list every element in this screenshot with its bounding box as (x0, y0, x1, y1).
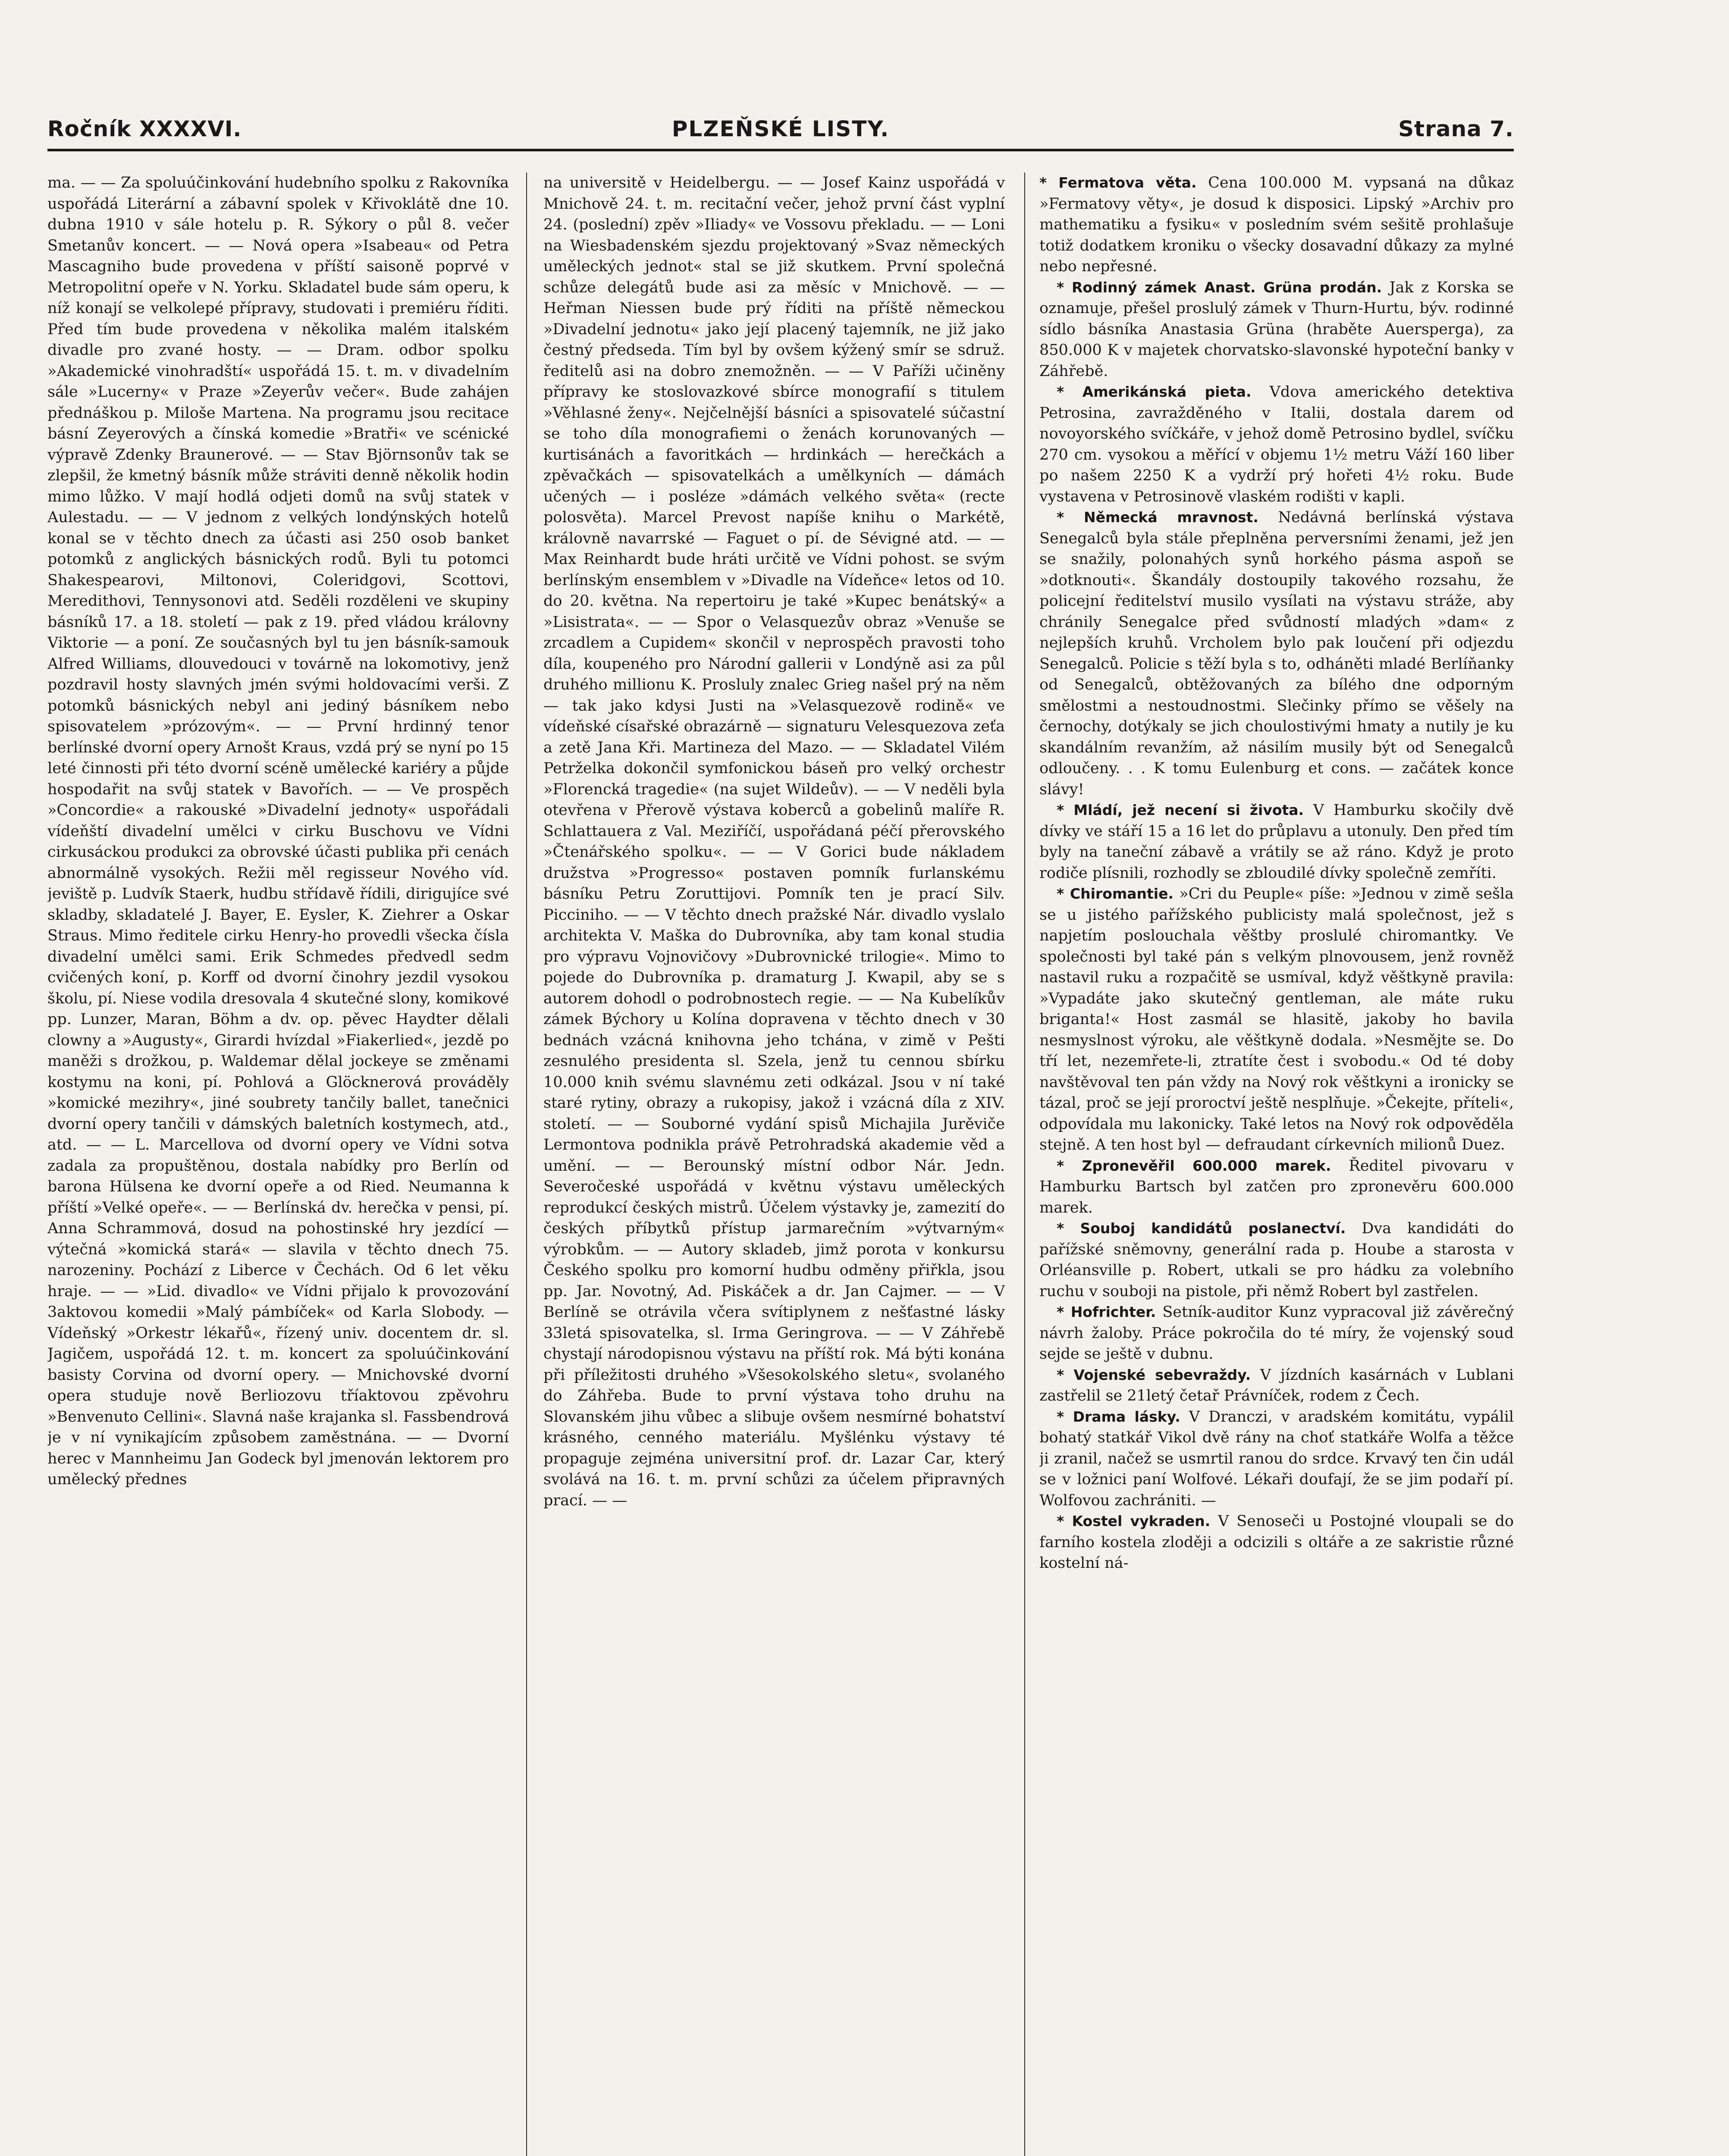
article-paragraph (1039, 172, 1514, 277)
newspaper-page (47, 116, 1514, 2156)
article-paragraph (1039, 1156, 1514, 1219)
article-body: Dva kandidáti do pařížské sněmovny, generální rada p. Hoube a starosta v Orléansville p. Robert, utkali se pro hádku za volebního ruchu v souboji na pistole, při němž Robert byl zastřelen. (1039, 1220, 1514, 1300)
article-paragraph (47, 172, 509, 1490)
page-number: Strana 7. (1398, 116, 1514, 141)
article-body: V Dranczi, v aradském komitátu, vypálil bohatý statkář Vikol dvě rány na choť statkáře Wolfa a těžce ji zranil, načež se usmrtil ranou do srdce. Krvavý ten čin udál se v ložnici paní Wolfové. Lékaři doufají, že se jim podaří pí. Wolfovou zachrániti. — (1039, 1408, 1514, 1509)
article-paragraph (1039, 1365, 1514, 1407)
article-paragraph (1039, 884, 1514, 1156)
article-body: Jak z Korska se oznamuje, přešel proslulý zámek v Thurn-Hurtu, býv. rodinné sídlo básníka Anastasia Grüna (hraběte Auersperga), za 850.000 K v majetek chorvatsko-slavonské hypoteční banky v Záhřebě. (1039, 279, 1514, 380)
article-body: Nedávná berlínská výstava Senegalců byla stále přeplněna perversními ženami, jež jen se snažily, polonahých synů horkého pásma aspoň se »dotknouti«. Škandály dostoupily takového rozsahu, že policejní ředitelství musilo vysílati na výstavu stráže, aby chránily Senegalce před svůdností mladých »dam« z nejlepších kruhů. Vrcholem bylo pak loučení při odjezdu Senegalců. Policie s těží byla s to, odháněti mladé Berlíňanky od Senegalců, obtěžovaných za bílého dne odporným smělostmi a nestoudnostmi. Slečinky přímo se věšely na černochy, dotýkaly se jich choulostivými hmaty a nutily je ku skandálním revanžím, až násilím musily být od Senegalců odloučeny. . . K tomu Eulenburg et cons. — začátek konce slávy! (1039, 509, 1514, 798)
article-title: * Mládí, jež necení si života. (1057, 802, 1304, 818)
article-body: ma. — — Za spoluúčinkování hudebního spolku z Rakovníka uspořádá Literární a zábavní spolek v Křivoklátě dne 10. dubna 1910 v sále hotelu p. R. Sýkory o půl 8. večer Smetanův koncert. — — Nová opera »Isabeau« od Petra Mascagniho bude provedena v příští saisoně poprvé v Metropolitní opeře v N. Yorku. Skladatel bude sám operu, k níž konají se velkolepé přípravy, studovati i premiéru říditi. Před tím bude provedena v několika malém italském divadle pro zvané hosty. — — Dram. odbor spolku »Akademické vinohradští« uspořádá 15. t. m. v divadelním sále »Lucerny« v Praze »Zeyerův večer«. Bude zahájen přednáškou p. Miloše Martena. Na programu jsou recitace básní Zeyerových a čínská komedie »Bratři« ve scénické výpravě Zdenky Braunerové. — — Stav Björnsonův tak se zlepšil, že kmetný básník může stráviti denně několik hodin mimo lůžko. V mají hodlá odjeti domů na svůj statek v Aulestadu. — — V jednom z velkých londýnských hotelů konal se v těchto dnech za účasti asi 250 osob banket potomků z anglických básnických rodů. Byli tu potomci Shakespearovi, Miltonovi, Coleridgovi, Scottovi, Meredithovi, Tennysonovi atd. Seděli rozděleni ve skupiny básníků 17. a 18. století — pak z 19. před vládou královny Viktorie — a poní. Ze současných byl tu jen básník-samouk Alfred Williams, dlouvedouci v továrně na lokomotivy, jenž pozdravil hosty slavných jmén svými holdovacími verši. Z potomků básnických nebyl ani jediný básníkem nebo spisovatelem »prózovým«. — — První hrdinný tenor berlínské dvorní opery Arnošt Kraus, vzdá prý se nyní po 15 leté činnosti při této dvorní scéně umělecké kariéry a půjde hospodařit na svůj statek v Bavořích. — — Ve prospěch »Concordie« a rakouské »Divadelní jednoty« uspořádali vídeňští divadelní umělci v cirku Buschovu ve Vídni cirkusáckou produkci za obrovské účasti publika při cenách abnormálně vysokých. Režii měl regisseur Nového víd. jeviště p. Ludvík Staerk, hudbu střídavě řídili, dirigujíce své skladby, skladatelé J. Bayer, E. Eysler, K. Ziehrer a Oskar Straus. Mimo ředitele cirku Henry-ho provedli všecka čísla divadelní umělci sami. Erik Schmedes předvedl sedm cvičených koní, p. Korff od dvorní činohry jezdil vysokou školu, pí. Niese vodila dresovala 4 skutečné slony, komikové pp. Lunzer, Maran, Böhm a dv. op. pěvec Haydter dělali clowny a »Augusty«, Girardi hvízdal »Fiakerlied«, jezdě po maněži s drožkou, p. Waldemar dělal jockeye se změnami kostymu na koni, pí. Pohlová a Glöcknerová prováděly »komické mezihry«, jiné soubrety tančily ballet, tanečnici dvorní opery tančili v dámských baletních kostymech, atd., atd. — — L. Marcellova od dvorní opery ve Vídni sotva zadala za propuštěnou, dostala nabídky pro Berlín od barona Hülsena ke dvorní opeře a od Ried. Neumanna k příští »Velké opeře«. — — Berlínská dv. herečka v pensi, pí. Anna Schrammová, dosud na pohostinské hry jezdící — výtečná »komická stará« — slavila v těchto dnech 75. narozeniny. Pochází z Liberce v Čechách. Od 6 let věku hraje. — — »Lid. divadlo« ve Vídni přijalo k provozování 3aktovou komedii »Malý pámbíček« od Karla Slobody. — Vídeňský »Orkestr lékařů«, řízený univ. docentem dr. sl. Jagičem, uspořádá 12. t. m. koncert za spoluúčinkování basisty Corvina od dvorní opery. — Mnichovské dvorní opera studuje nově Berliozovu tříaktovou zpěvohru »Benvenuto Cellini«. Slavná naše krajanka sl. Fassbendrová je v ní vynikajícím způsobem zaměstnána. — — Dvorní herec v Mannheimu Jan Godeck byl jmenován lektorem pro umělecký přednes (47, 174, 509, 1488)
article-body: V Senoseči u Postojné vloupali se do farního kostela zloději a odcizili s oltáře a ze sakristie různé kostelní ná- (1039, 1513, 1514, 1572)
article-paragraph (1039, 507, 1514, 800)
article-body: Setník-auditor Kunz vypracoval již závěrečný návrh žaloby. Práce pokročila do té míry, že vojenský soud sejde se ještě v dubnu. (1039, 1304, 1514, 1363)
article-body: »Cri du Peuple« píše: »Jednou v zimě sešla se u jistého pařížského publicisty malá společnost, jež s napjetím poslouchala věštby proslulé chiromantky. Ve společnosti byl také pán s velkým plnovousem, jenž rovněž nastavil ruku a rozpačitě se usmíval, když věštkyně pravila: »Vypadáte jako skutečný gentleman, ale máte ruku briganta!« Host zasmál se hlasitě, jakoby ho bavila nesmyslnost výroku, ale věštkyně dodala. »Nesmějte se. Do tří let, nezemřete-li, ztratíte čest i svobodu.« Od té doby navštěvoval ten pán vždy na Nový rok věštkyni a ironicky se tázal, proč se její proroctví ještě nesplňuje. »Čekejte, příteli«, odpovídala mu lakonicky. Také letos na Nový rok odpověděla stejně. A ten host byl — defraudant církevních milionů Duez. (1039, 885, 1514, 1153)
article-title: * Souboj kandidátů poslanectví. (1057, 1220, 1346, 1237)
newspaper-title: PLZEŇSKÉ LISTY. (672, 116, 890, 141)
article-title: * Německá mravnost. (1057, 509, 1258, 526)
page-header (47, 116, 1514, 164)
volume-label: Ročník XXXXVI. (47, 116, 242, 141)
article-title: * Fermatova věta. (1039, 174, 1197, 191)
column-divider (526, 172, 527, 2156)
article-paragraph (1039, 277, 1514, 382)
article-paragraph (543, 172, 1005, 1511)
article-title: * Zpronevěřil 600.000 marek. (1057, 1157, 1331, 1174)
article-title: * Rodinný zámek Anast. Grüna prodán. (1057, 279, 1382, 296)
article-paragraph (1039, 1511, 1514, 1574)
column-2 (543, 172, 1005, 2156)
article-title: * Vojenské sebevraždy. (1057, 1366, 1251, 1383)
column-1 (47, 172, 509, 2156)
article-paragraph (1039, 1302, 1514, 1365)
article-title: * Chiromantie. (1057, 885, 1174, 902)
article-title: * Drama lásky. (1057, 1408, 1180, 1425)
article-body: Ředitel pivovaru v Hamburku Bartsch byl zatčen pro zpronevěru 600.000 marek. (1039, 1157, 1514, 1216)
article-paragraph (1039, 800, 1514, 884)
article-body: Vdova amerického detektiva Petrosina, zavražděného v Italii, dostala darem od novoyorského svíčkáře, v jehož domě Petrosino bydlel, svíčku 270 cm. vysokou a měřící v objemu 1½ metru Váží 160 liber po našem 2250 K a vydrží prý hořeti 4½ roku. Bude vystavena v Petrosinově vlaském rodišti v kapli. (1039, 383, 1514, 505)
article-body: Cena 100.000 M. vypsaná na důkaz »Fermatovy věty«, je dosud k disposici. Lipský »Archiv pro mathematiku a fysiku« v posledním svém sešitě prohlašuje totiž dodatkem kroniku o všecky dosavadní důkazy za mylné nebo nepřesné. (1039, 174, 1514, 275)
article-paragraph (1039, 382, 1514, 507)
article-title: * Hofrichter. (1057, 1304, 1156, 1320)
header-rule (47, 149, 1514, 151)
article-paragraph (1039, 1218, 1514, 1302)
column-3 (1039, 172, 1514, 2156)
article-body: V Hamburku skočily dvě dívky ve stáří 15 a 16 let do průplavu a utonuly. Den před tím byly na taneční zábavě a vrátily se až ráno. Když je proto rodiče plísnili, rozhodly se zbloudilé dívky společně zemříti. (1039, 802, 1514, 882)
article-body: V jízdních kasárnách v Lublani zastřelil se 21letý četař Právníček, rodem z Čech. (1039, 1366, 1514, 1404)
article-paragraph (1039, 1407, 1514, 1511)
article-body: na universitě v Heidelbergu. — — Josef Kainz uspořádá v Mnichově 24. t. m. recitační večer, jehož první část vyplní 24. (poslední) zpěv »Iliady« ve Vossovu překladu. — — Loni na Wiesbadenském sjezdu projektovaný »Svaz německých uměleckých jednot« stal se již skutkem. První společná schůze delegátů bude asi za měsíc v Mnichově. — — Heřman Niessen bude prý říditi na příště německou »Divadelní jednotu« jako její placený tajemník, ne již jako čestný předseda. Tím byl by ovšem kýžený smír se sdruž. ředitelů asi na dobro znemožněn. — — V Paříži učiněny přípravy ke stoslovazkové sbírce monografií s titulem »Věhlasné ženy«. Nejčelnější básníci a spisovatelé súčastní se toho díla monografiemi o ženách korunovaných — kurtisánách a favoritkách — hrdinkách — herečkách a zpěvačkách — spisovatelkách a umělkyních — dámách učených — i posléze »dámách velkého světa« (recte polosvěta). Marcel Prevost napíše knihu o Markétě, královně navarrské — Faguet o pí. de Sévigné atd. — — Max Reinhardt bude hráti určitě ve Vídni pohost. se svým berlínským ensemblem v »Divadle na Vídeňce« letos od 10. do 20. května. Na repertoiru je také »Kupec benátský« a »Lisistrata«. — — Spor o Velasquezův obraz »Venuše se zrcadlem a Cupidem« skončil v neprospěch pravosti toho díla, koupeného pro Národní gallerii v Londýně asi za půl druhého millionu K. Prosluly znalec Grieg našel prý na něm — tak jako kdysi Justi na »Velasquezově rodině« ve vídeňské císařské obrazárně — signaturu Velesquezova zeťa a zetě Jana Kři. Martineza del Mazo. — — Skladatel Vilém Petrželka dokončil symfonickou báseň pro velký orchestr »Florencká tragedie« (na sujet Wildeův). — — V neděli byla otevřena v Přerově výstava koberců a gobelinů malíře R. Schlattauera z Val. Meziříčí, uspořádaná péčí přerovského »Čtenářského spolku«. — — V Gorici bude nákladem družstva »Progresso« postaven pomník furlanskému básníku Petru Zoruttijovi. Pomník ten je prací Silv. Picciniho. — — V těchto dnech pražské Nár. divadlo vyslalo architekta V. Maška do Dubrovníka, aby tam konal studia pro výpravu Vojnovičovy »Dubrovnické trilogie«. Mimo to pojede do Dubrovníka p. dramaturg J. Kwapil, aby se s autorem dohodl o podrobnostech regie. — — Na Kubelíkův zámek Býchory u Kolína dopravena v těchto dnech v 30 bednách vzácná knihovna jeho tchána, v zimě v Pešti zesnulého presidenta sl. Szela, jenž tu cennou sbírku 10.000 knih svému slavnému zeti odkázal. Jsou v ní také staré rytiny, obrazy a rukopisy, jakož i vzácná díla z XIV. století. — — Souborné vydání spisů Michajila Jurěviče Lermontova podnikla právě Petrohradská akademie věd a umění. — — Berounský místní odbor Nár. Jedn. Severočeské uspořádá v květnu výstavu uměleckých reprodukcí českých mistrů. Účelem výstavky je, zamezití do českých příbytků přístup jarmarečním »výtvarným« výrobkům. — — Autory skladeb, jimž porota v konkursu Českého spolku pro komorní hudbu odměny přiřkla, jsou pp. Jar. Novotný, Ad. Piskáček a dr. Jan Cajmer. — — V Berlíně se otrávila včera svítiplynem z nešťastné lásky 33letá spisovatelka, sl. Irma Geringrova. — — V Záhřebě chystají národopisnou výstavu na příští rok. Má býti konána při příležitosti druhého »Všesokolského sletu«, svolaného do Záhřeba. Bude to první výstava toho druhu na Slovanském jihu vůbec a slibuje ovšem nesmírné bohatství krásného, cenného materiálu. Myšlénku výstavy té propaguje zejména universitní prof. dr. Lazar Car, který svolává na 16. t. m. první schůzi za účelem připravných prací. — — (543, 174, 1005, 1509)
article-title: * Kostel vykraden. (1057, 1513, 1211, 1529)
article-title: * Amerikánská pieta. (1057, 383, 1252, 400)
column-divider (1024, 172, 1025, 2156)
